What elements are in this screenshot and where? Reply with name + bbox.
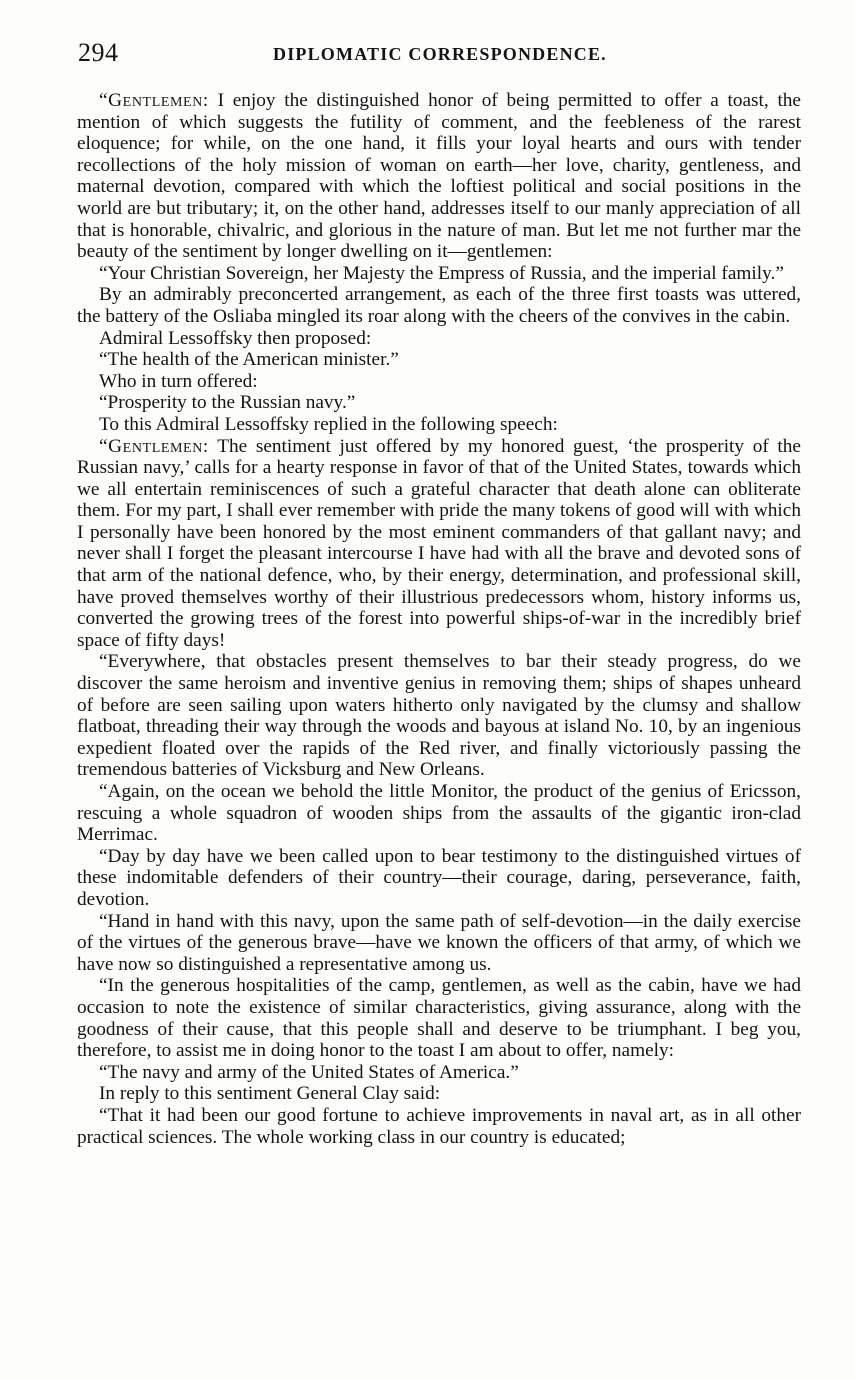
paragraph-text: “Again, on the ocean we behold the little Monitor, the product of the genius of Ericsson, rescuing a whole squadron of wooden ships from the assaults of the gigantic iron-clad Merrimac. [77, 781, 801, 846]
paragraph [77, 846, 801, 911]
paragraph-text: “Your Christian Sovereign, her Majesty the Empress of Russia, and the imperial family.” [99, 262, 784, 284]
paragraph [77, 284, 801, 327]
paragraph [77, 975, 801, 1061]
paragraph [77, 371, 801, 393]
paragraph-text: Admiral Lessoffsky then proposed: [99, 327, 372, 349]
paragraph [77, 414, 801, 436]
paragraph-text: “That it had been our good fortune to achieve improvements in naval art, as in all other practical sciences. The whole working class in our country is educated; [77, 1104, 801, 1148]
paragraph-text: To this Admiral Lessoffsky replied in the following speech: [99, 413, 558, 435]
paragraph-text: “Day by day have we been called upon to bear testimony to the distinguished virtues of these indomitable defenders of their country—their courage, daring, perseverance, faith, devotion. [77, 845, 801, 910]
page-number: 294 [78, 38, 119, 67]
paragraph [77, 90, 801, 263]
paragraph [77, 1083, 801, 1105]
paragraph [77, 651, 801, 781]
page-header [78, 38, 800, 74]
paragraph-text: By an admirably preconcerted arrangement, as each of the three first toasts was uttered, the battery of the Osliaba mingled its roar along with the cheers of the convives in the cabin. [77, 284, 801, 327]
body-text [77, 90, 801, 1148]
speech-opening: “Gentlemen: [99, 90, 209, 111]
paragraph [77, 436, 801, 652]
paragraph [77, 1105, 801, 1148]
paragraph-text: “Prosperity to the Russian navy.” [99, 392, 356, 414]
paragraph [77, 911, 801, 976]
paragraph-text: I enjoy the distinguished honor of being permitted to offer a toast, the mention of which suggests the futility of comment, and the feebleness of the rarest eloquence; for while, on the one hand, it fills your loyal hearts and ours with tender recollections of the holy mission of woman on earth—her love, charity, gentleness, and maternal devotion, compared with which the loftiest political and social positions in the world are but tributary; it, on the other hand, addresses itself to our manly appreciation of all that is honorable, chivalric, and glorious in the nature of man. But let me not further mar the beauty of the sentiment by longer dwelling on it—gentlemen: [77, 90, 801, 263]
speech-opening: “Gentlemen: [99, 435, 209, 457]
paragraph-text: “The health of the American minister.” [99, 349, 399, 371]
running-head: DIPLOMATIC CORRESPONDENCE. [273, 44, 607, 64]
paragraph-text: “Hand in hand with this navy, upon the same path of self-devotion—in the daily exercise of the virtues of the generous brave—have we known the officers of that army, of which we have now so distinguished a representative among us. [77, 910, 801, 975]
paragraph-text: “Everywhere, that obstacles present themselves to bar their steady progress, do we discover the same heroism and inventive genius in removing them; ships of shapes unheard of before are seen sailing upon waters hitherto only navigated by the clumsy and shallow flatboat, threading their way through the woods and bayous at island No. 10, by an ingenious expedient floated over the rapids of the Red river, and finally victoriously passing the tremendous batteries of Vicksburg and New Orleans. [77, 651, 801, 781]
paragraph-text: Who in turn offered: [99, 370, 258, 392]
paragraph [77, 349, 801, 371]
paragraph [77, 392, 801, 414]
paragraph-text: In reply to this sentiment General Clay said: [99, 1083, 441, 1105]
paragraph [77, 781, 801, 846]
paragraph [77, 263, 801, 285]
paragraph-text: “The navy and army of the United States of America.” [99, 1061, 519, 1083]
paragraph-text: “In the generous hospitalities of the camp, gentlemen, as well as the cabin, have we had occasion to note the existence of similar characteristics, giving assurance, along with the goodness of their cause, that this people shall and deserve to be triumphant. I beg you, therefore, to assist me in doing honor to the toast I am about to offer, namely: [77, 975, 801, 1062]
paragraph [77, 328, 801, 350]
paragraph [77, 1062, 801, 1084]
paragraph-text: The sentiment just offered by my honored guest, ‘the prosperity of the Russian navy,’ calls for a hearty response in favor of that of the United States, towards which we all entertain reminiscences of such a grateful character that death alone can obliterate them. For my part, I shall ever remember with pride the many tokens of good will with which I personally have been honored by the most eminent commanders of that gallant navy; and never shall I forget the pleasant intercourse I have had with all the brave and devoted sons of that arm of the national defence, who, by their energy, determination, and professional skill, have proved themselves worthy of their illustrious predecessors whom, history informs us, converted the growing trees of the forest into powerful ships-of-war in the incredibly brief space of fifty days! [77, 435, 801, 651]
